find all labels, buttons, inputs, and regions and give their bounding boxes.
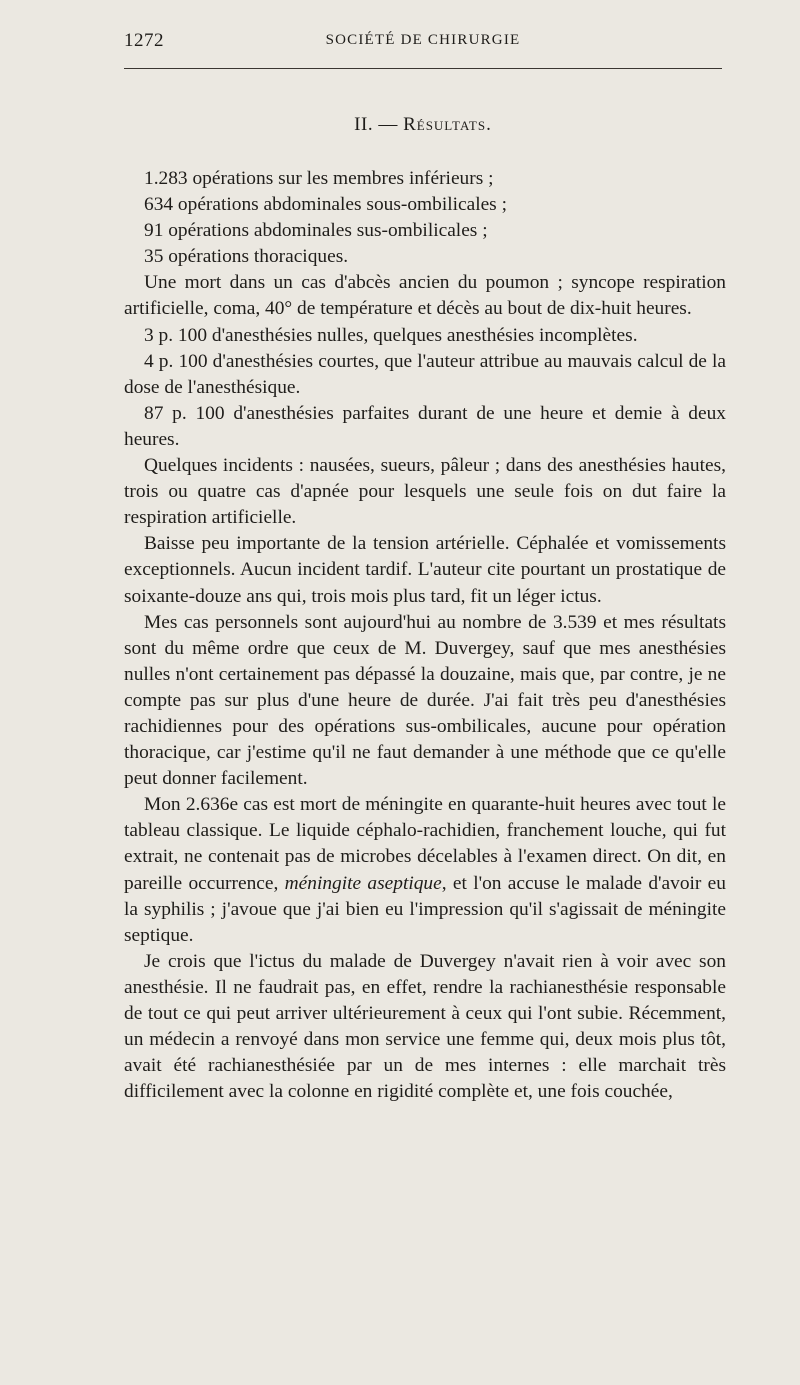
italic-term: méningite aseptique (284, 872, 442, 894)
running-title: SOCIÉTÉ DE CHIRURGIE (325, 32, 521, 48)
paragraph: Je crois que l'ictus du malade de Duvergey n'avait rien à voir avec son anesthésie. Il ne faudrait pas, en effet, rendre la rachianesthésie responsable de tout ce qui peut arriver ultérieurement à ceux qui l'ont subie. Récemment, un médecin a renvoyé dans mon service une femme qui, deux mois plus tôt, avait été rachianesthésiée par un de mes internes : elle marchait très difficilement avec la colonne en rigidité complète et, une fois couchée, (124, 950, 726, 1103)
page-number: 1272 (124, 30, 164, 51)
section-numeral: II. — (354, 114, 404, 135)
list-item: 35 opérations thoraciques. (144, 246, 349, 268)
paragraph (124, 792, 726, 949)
paragraph: 4 p. 100 d'anesthésies courtes, que l'auteur attribue au mauvais calcul de la dose de l'anesthésique. (124, 350, 726, 398)
header-rule (124, 68, 722, 69)
body-text (124, 166, 726, 1105)
paragraph: Baisse peu importante de la tension artérielle. Céphalée et vomissements exceptionnels. Aucun incident tardif. L'auteur cite pourtant un prostatique de soixante-douze ans qui, trois mois plus tard, fit un léger ictus. (124, 533, 726, 607)
paragraph: Quelques incidents : nausées, sueurs, pâleur ; dans des anesthésies hautes, trois ou quatre cas d'apnée pour lesquels une seule fois on dut faire la respiration artificielle. (124, 455, 726, 529)
page-header (124, 30, 722, 54)
list-item: 634 opérations abdominales sous-ombilicales ; (144, 194, 507, 216)
paragraph: Une mort dans un cas d'abcès ancien du poumon ; syncope respiration artificielle, coma, 40° de température et décès au bout de dix-huit heures. (124, 272, 726, 320)
paragraph: 87 p. 100 d'anesthésies parfaites durant de une heure et demie à deux heures. (124, 402, 726, 450)
section-title-text: Résultats. (403, 114, 492, 135)
paragraph-text: , et l'on accuse le malade d'avoir eu la syphilis ; j'avoue que j'ai bien eu l'impression qu'il s'agissait de méningite septique. (124, 872, 726, 946)
list-item: 91 opérations abdominales sus-ombilicales ; (144, 220, 488, 242)
paragraph-text: Mon 2.636e cas est mort de méningite en quarante-huit heures avec tout le tableau classique. Le liquide céphalo-rachidien, franchement louche, qui fut extrait, ne contenait pas de microbes décelables à l'examen direct. On dit, en pareille occurrence, (124, 794, 726, 894)
section-heading (124, 114, 722, 136)
list-item: 1.283 opérations sur les membres inférieurs ; (144, 168, 494, 189)
paragraph: 3 p. 100 d'anesthésies nulles, quelques anesthésies incomplètes. (144, 324, 638, 346)
paragraph: Mes cas personnels sont aujourd'hui au nombre de 3.539 et mes résultats sont du même ordre que ceux de M. Duvergey, sauf que mes anesthésies nulles n'ont certainement pas dépassé la douzaine, mais que, par contre, je ne compte pas sur plus d'une heure de durée. J'ai fait très peu d'anesthésies rachidiennes pour des opérations sus-ombilicales, aucune pour opération thoracique, car j'estime qu'il ne faut demander à une méthode que ce qu'elle peut donner facilement. (124, 611, 726, 790)
